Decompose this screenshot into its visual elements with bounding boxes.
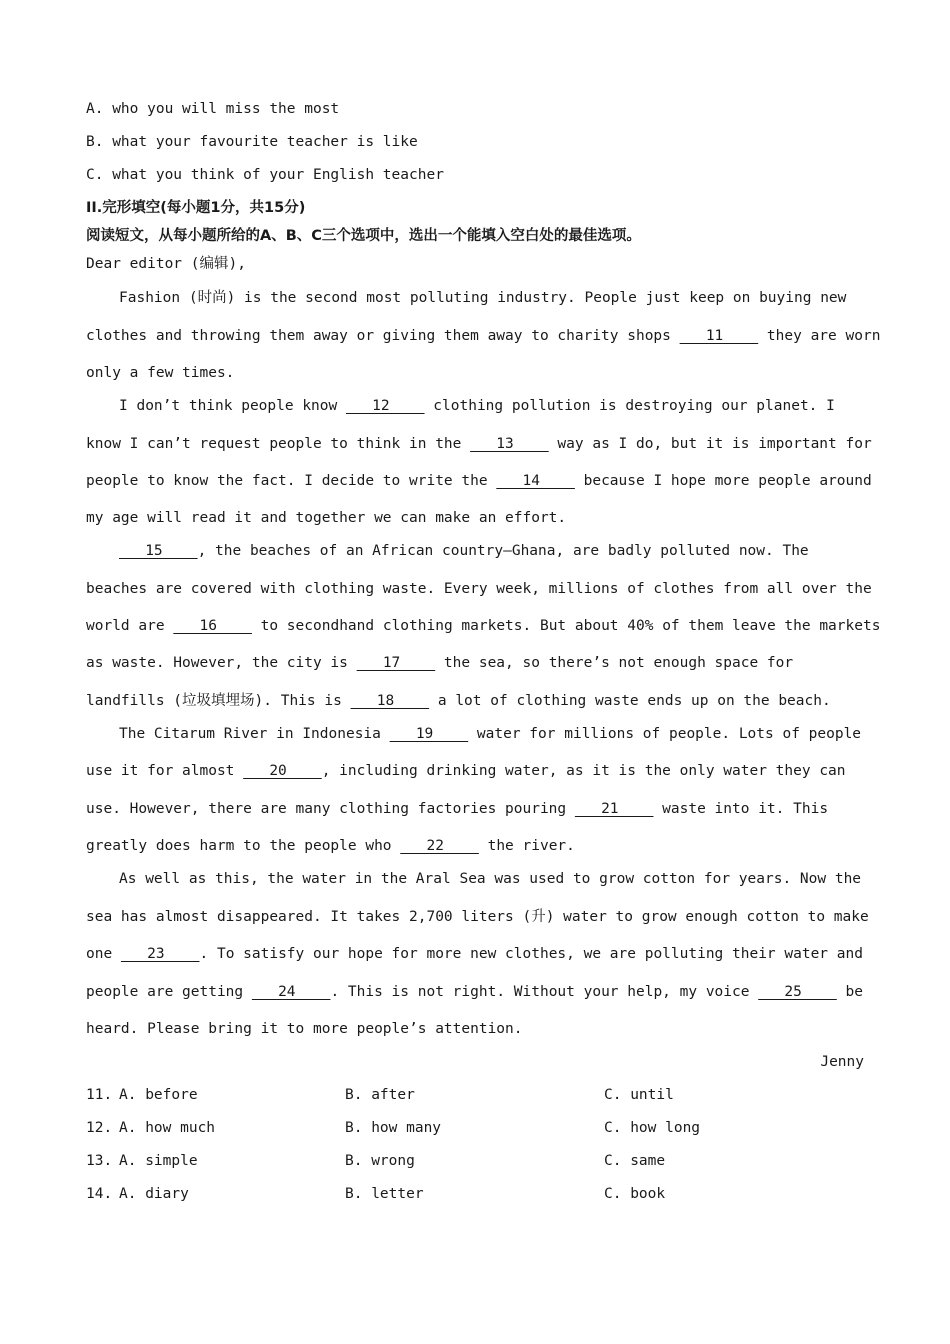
prev-option-b: B. what your favourite teacher is like	[86, 134, 418, 150]
passage-text: . This is not right. Without your help, my voice	[330, 984, 759, 1000]
blank-25[interactable]: 25	[758, 984, 837, 1000]
option-c[interactable]: C. same	[604, 1153, 666, 1169]
passage-line	[86, 836, 575, 856]
passage-text: the river.	[478, 838, 575, 854]
passage-text: clothing pollution is destroying our planet. I	[424, 398, 835, 414]
passage-line	[119, 396, 835, 416]
passage-line	[119, 288, 846, 308]
passage-line	[86, 944, 863, 964]
passage-line	[86, 326, 880, 346]
passage-text: the sea, so there’s not enough space for	[435, 655, 794, 671]
passage-line	[86, 691, 831, 711]
passage-text: a lot of clothing waste ends up on the beach.	[429, 693, 831, 709]
passage-line	[86, 799, 828, 819]
passage-line	[86, 653, 793, 673]
blank-23[interactable]: 23	[120, 946, 200, 962]
passage-text: use it for almost	[86, 763, 244, 779]
passage-text: , the beaches of an African country—Ghana, are badly polluted now. The	[197, 543, 809, 559]
passage-line	[86, 1019, 523, 1039]
passage-text: . To satisfy our hope for more new clothes, we are polluting their water and	[199, 946, 863, 962]
passage-text: The Citarum River in Indonesia	[119, 726, 390, 742]
blank-24[interactable]: 24	[251, 984, 331, 1000]
passage-text: , including drinking water, as it is the only water they can	[321, 763, 846, 779]
passage-text: greatly does harm to the people who	[86, 838, 401, 854]
passage-line	[86, 982, 863, 1002]
passage-text: to secondhand clothing markets. But about 40% of them leave the markets	[251, 618, 881, 634]
option-b[interactable]: B. after	[345, 1087, 415, 1103]
passage-line	[119, 541, 809, 561]
passage-line	[86, 434, 872, 454]
passage-text: they are worn	[758, 328, 881, 344]
blank-17[interactable]: 17	[356, 655, 436, 671]
passage-line	[119, 869, 861, 889]
blank-11[interactable]: 11	[679, 328, 759, 344]
passage-line	[86, 907, 869, 927]
prev-option-c: C. what you think of your English teacher	[86, 167, 444, 183]
option-a[interactable]: A. diary	[119, 1186, 189, 1202]
passage-text: know I can’t request people to think in the	[86, 436, 471, 452]
passage-text: way as I do, but it is important for	[548, 436, 872, 452]
blank-20[interactable]: 20	[243, 763, 322, 779]
option-c[interactable]: C. book	[604, 1186, 666, 1202]
passage-text: waste into it. This	[653, 801, 829, 817]
section-title: II.完形填空(每小题1分，共15分)	[86, 200, 306, 216]
letter-signature: Jenny	[820, 1054, 864, 1070]
option-a[interactable]: A. how much	[119, 1120, 216, 1136]
passage-line	[86, 508, 566, 528]
blank-15[interactable]: 15	[119, 543, 198, 559]
passage-text: only a few times.	[86, 365, 235, 381]
passage-line	[119, 724, 861, 744]
section-instruction: 阅读短文，从每小题所给的A、B、C三个选项中，选出一个能填入空白处的最佳选项。	[86, 228, 641, 244]
blank-12[interactable]: 12	[345, 398, 425, 414]
prev-option-a: A. who you will miss the most	[86, 101, 340, 117]
option-a[interactable]: A. simple	[119, 1153, 198, 1169]
option-b[interactable]: B. wrong	[345, 1153, 415, 1169]
option-b[interactable]: B. letter	[345, 1186, 424, 1202]
passage-text: heard. Please bring it to more people’s attention.	[86, 1021, 523, 1037]
option-c[interactable]: C. until	[604, 1087, 674, 1103]
passage-text: sea has almost disappeared. It takes 2,700 liters (升) water to grow enough cotton to make	[86, 909, 869, 925]
blank-16[interactable]: 16	[173, 618, 252, 634]
passage-text: water for millions of people. Lots of people	[468, 726, 862, 742]
passage-text: because I hope more people around	[574, 473, 872, 489]
passage-line	[86, 579, 872, 599]
passage-text: Fashion (时尚) is the second most polluting industry. People just keep on buying new	[119, 290, 847, 306]
passage-text: beaches are covered with clothing waste. Every week, millions of clothes from all over the	[86, 581, 872, 597]
question-number: 14.	[86, 1186, 113, 1202]
question-number: 12.	[86, 1120, 113, 1136]
passage-text: landfills (垃圾填埋场). This is	[86, 693, 351, 709]
passage-text: people are getting	[86, 984, 252, 1000]
passage-text: As well as this, the water in the Aral Sea was used to grow cotton for years. Now the	[119, 871, 862, 887]
option-b[interactable]: B. how many	[345, 1120, 442, 1136]
passage-text: be	[836, 984, 863, 1000]
passage-text: one	[86, 946, 121, 962]
passage-text: clothes and throwing them away or giving them away to charity shops	[86, 328, 680, 344]
blank-13[interactable]: 13	[470, 436, 549, 452]
passage-line	[86, 363, 234, 383]
letter-greeting: Dear editor (编辑),	[86, 256, 246, 272]
passage-line	[86, 761, 846, 781]
blank-18[interactable]: 18	[350, 693, 430, 709]
passage-text: world are	[86, 618, 174, 634]
blank-19[interactable]: 19	[389, 726, 469, 742]
passage-text: my age will read it and together we can make an effort.	[86, 510, 567, 526]
option-c[interactable]: C. how long	[604, 1120, 701, 1136]
question-number: 13.	[86, 1153, 113, 1169]
question-number: 11.	[86, 1087, 113, 1103]
passage-text: I don’t think people know	[119, 398, 346, 414]
passage-text: use. However, there are many clothing factories pouring	[86, 801, 575, 817]
passage-line	[86, 471, 872, 491]
option-a[interactable]: A. before	[119, 1087, 198, 1103]
passage-text: as waste. However, the city is	[86, 655, 357, 671]
passage-line	[86, 616, 880, 636]
passage-text: people to know the fact. I decide to write the	[86, 473, 497, 489]
blank-14[interactable]: 14	[496, 473, 575, 489]
blank-22[interactable]: 22	[400, 838, 479, 854]
blank-21[interactable]: 21	[574, 801, 654, 817]
